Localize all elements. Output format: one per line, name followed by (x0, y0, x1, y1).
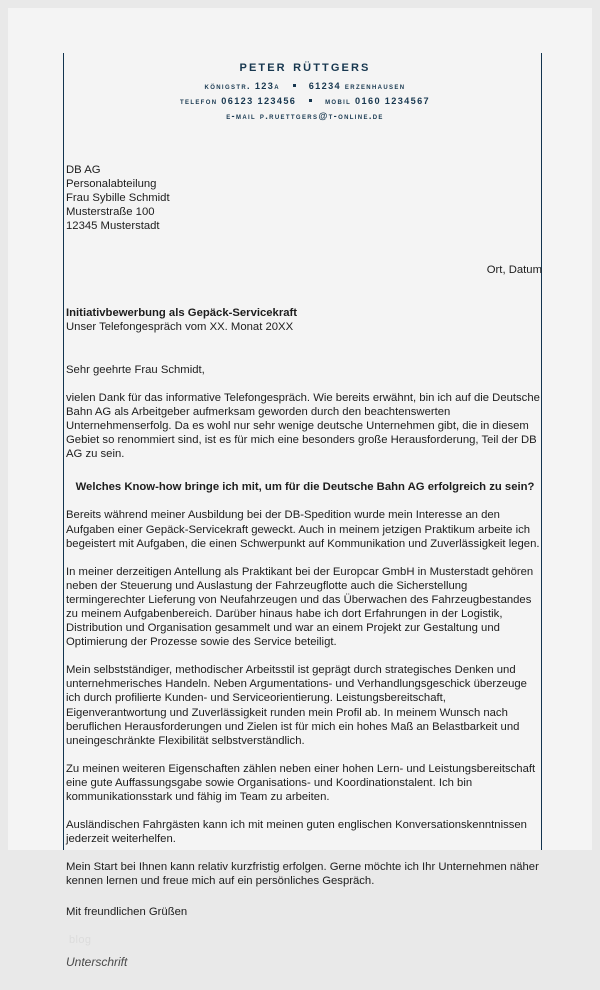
blog-watermark: blog (69, 933, 92, 946)
paragraph-3: In meiner derzeitigen Antellung als Praktikant bei der Europcar GmbH in Musterstadt gehören neben der Steuerung und Auslastung der Fahrzeugflotte auch die Sicherstellung termingerechter Lieferung von Neufahrzeugen und das Überwachen des Fahrzeugbestandes zu meinem Aufgabenbereich. Darüber hinaus habe ich dort Erfahrungen in der Logistik, Distribution und Organisation gesammelt und war an einem Projekt zur Gestaltung und Optimierung der Prozesse sowie des Service beteiligt. (66, 565, 534, 649)
sender-mobile: mobil 0160 1234567 (325, 96, 431, 106)
place-and-date: Ort, Datum (486, 264, 542, 277)
closing-line: Mit freundlichen Grüßen (66, 906, 188, 919)
paragraph-1: vielen Dank für das informative Telefongespräch. Wie bereits erwähnt, bin ich auf die Deutsche Bahn AG als Arbeitgeber aufmerksam geworden durch den beachtenswerten Unternehmenserfolg. Da es wohl nur sehr wenige deutsche Unternehmen gibt, die in diesem Gebiet so renommiert sind, ist es für mich eine besonders große Herausforderung, Teil der DB AG zu sein. (66, 391, 540, 461)
paragraph-5: Zu meinen weiteren Eigenschaften zählen neben einer hohen Lern- und Leistungsbereitschaft eine gute Auffassungsgabe sowie Organisations- und Koordinationstalent. Ich bin kommunikationsstark und fähig im Team zu arbeiten. (66, 762, 536, 803)
salutation: Sehr geehrte Frau Schmidt, (66, 363, 205, 376)
highlighted-question: Welches Know-how bringe ich mit, um für die Deutsche Bahn AG erfolgreich zu sein? (75, 481, 535, 494)
left-vertical-rule (63, 53, 64, 850)
separator-dot-1 (284, 81, 305, 91)
signature-area (66, 930, 544, 990)
sender-name: peter rüttgers (239, 58, 371, 75)
subject-block (66, 306, 544, 334)
paragraph-7: Mein Start bei Ihnen kann relativ kurzfristig erfolgen. Gerne möchte ich Ihr Unternehmen näher kennen lernen und freue mich auf ein persönliches Gespräch. (66, 861, 539, 888)
subject-reference: Unser Telefongespräch vom XX. Monat 20XX (66, 320, 294, 333)
sender-phone: telefon 06123 123456 (179, 96, 297, 106)
recipient-company: DB AG (66, 164, 101, 176)
recipient-city: 12345 Musterstadt (66, 220, 160, 233)
recipient-address-block (66, 163, 544, 233)
recipient-department: Personalabteilung (66, 178, 157, 191)
sender-city: 61234 erzenhausen (308, 81, 406, 91)
sender-phone-line (66, 96, 544, 106)
paragraph-6: Ausländischen Fahrgästen kann ich mit meinen guten englischen Konversationskenntnissen jederzeit weiterhelfen. (66, 819, 527, 846)
paragraph-4: Mein selbstständiger, methodischer Arbeitsstil ist geprägt durch strategisches Denken und unternehmerisches Handeln. Neben Argumentations- und Verhandlungsgeschick überzeuge ich durch profilierte Kunden- und Serviceorientierung. Leistungsbereitschaft, Eigenverantwortung und Zuverlässigkeit runden mein Profil ab. In meinem Wunsch nach beruflichen Herausforderungen und Zielen ist für mich ein hohes Maß an Belastbarkeit und uneingeschränkte Flexibilität selbstverständlich. (66, 664, 527, 747)
recipient-street: Musterstraße 100 (66, 206, 155, 219)
paragraph-2: Bereits während meiner Ausbildung bei der DB-Spedition wurde mein Interesse an den Aufgaben einer Gepäck-Servicekraft geweckt. Auch in meinem jetzigen Praktikum arbeite ich begeistert mit Aufgaben, die einen Schwerpunkt auf Kommunikation und Zuverlässigkeit legen. (66, 509, 540, 550)
sender-street: königstr. 123a (204, 81, 280, 91)
letter-content (66, 8, 544, 990)
recipient-person: Frau Sybille Schmidt (66, 192, 170, 205)
sender-email-line: e-mail p.ruettgers@t-online.de (226, 111, 384, 121)
sender-address-line (66, 81, 544, 91)
signature-placeholder: Unterschrift (66, 954, 128, 969)
letter-body (66, 163, 544, 990)
letterhead (66, 8, 544, 121)
letter-page (8, 8, 592, 969)
separator-dot-2 (300, 96, 321, 106)
subject-line: Initiativbewerbung als Gepäck-Servicekraft (66, 306, 298, 319)
